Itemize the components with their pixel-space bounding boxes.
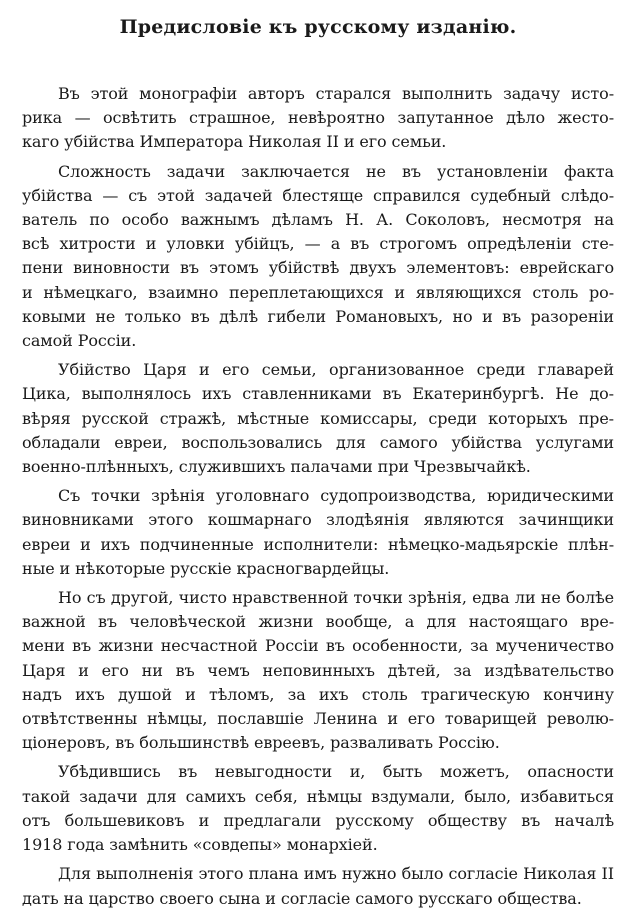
text-line: ковыми не только въ дѣлѣ гибели Романовыхъ, но и въ разореніи (22, 306, 614, 326)
text-line: рика — освѣтить страшное, невѣроятно запутанное дѣло жесто- (22, 108, 614, 128)
paragraph (22, 82, 614, 155)
text-line: Но съ другой, чисто нравственной точки зрѣнія, едва ли не болѣе (58, 588, 614, 608)
text-line: Въ этой монографіи авторъ старался выполнить задачу исто- (58, 84, 614, 103)
text-line: Сложность задачи заключается не въ установленіи факта (58, 161, 614, 181)
text-line: надъ ихъ душой и тѣломъ, за ихъ столь трагическую кончину (22, 684, 614, 704)
text-line: Для выполненія этого плана имъ нужно было согласіе Николая II (58, 864, 614, 884)
text-line: дать на царство своего сына и согласіе самого русскаго общества. (22, 888, 582, 908)
text-line: каго убійства Императора Николая II и его семьи. (22, 132, 447, 152)
text-line: военно-плѣнныхъ, служившихъ палачами при Чрезвычайкѣ. (22, 457, 531, 477)
text-line: Царя и его ни въ чемъ неповинныхъ дѣтей, за издѣвательство (22, 660, 614, 680)
text-line: обладали евреи, воспользовались для самого убійства услугами (22, 432, 614, 452)
text-line: самой Россіи. (22, 331, 137, 351)
text-line: Съ точки зрѣнія уголовнаго судопроизводства, юридическими (58, 486, 614, 506)
text-line: убійства — съ этой задачей блестяще справился судебный слѣдо- (22, 185, 614, 205)
text-line: ватель по особо важнымъ дѣламъ Н. А. Соколовъ, несмотря на (22, 210, 614, 230)
paragraph (22, 586, 614, 755)
text-line: Убійство Царя и его семьи, организованное среди главарей (58, 360, 614, 380)
paragraph (22, 358, 614, 479)
text-line: ные и нѣкоторые русскіе красногвардейцы. (22, 558, 390, 578)
text-line: важной въ человѣческой жизни вообще, а для настоящаго вре- (22, 612, 614, 632)
paragraph (22, 862, 614, 910)
text-line: виновниками этого кошмарнаго злодѣянія являются зачинщики (22, 510, 614, 530)
text-line: пени виновности въ этомъ убійствѣ двухъ элементовъ: еврейскаго (22, 258, 614, 278)
paragraph (22, 760, 614, 857)
text-line: и нѣмецкаго, взаимно переплетающихся и являющихся столь ро- (22, 282, 614, 302)
text-line: евреи и ихъ подчиненные исполнители: нѣмецко-мадьярскіе плѣн- (22, 534, 614, 554)
text-line: Цика, выполнялось ихъ ставленниками въ Екатеринбургѣ. Не до- (22, 384, 614, 404)
text-line: отвѣтственны нѣмцы, пославшіе Ленина и его товарищей револю- (22, 709, 614, 729)
page-title: Предисловіе къ русскому изданію. (119, 16, 517, 38)
text-line: всѣ хитрости и уловки убійцъ, — а въ строгомъ опредѣленіи сте- (22, 234, 614, 254)
paragraph (22, 160, 614, 354)
text-line: мени въ жизни несчастной Россіи въ особенности, за мученичество (22, 636, 614, 656)
text-line: отъ большевиковъ и предлагали русскому обществу въ началѣ (22, 810, 614, 830)
document-body (22, 82, 614, 911)
paragraph (22, 484, 614, 581)
text-line: вѣряя русской стражѣ, мѣстные комиссары, среди которыхъ пре- (22, 408, 614, 428)
text-line: 1918 года замѣнить «совдепы» монархіей. (22, 835, 378, 855)
text-line: такой задачи для самихъ себя, нѣмцы вздумали, было, избавиться (22, 786, 614, 806)
text-line: Убѣдившись въ невыгодности и, быть можетъ, опасности (58, 762, 614, 782)
text-line: ціонеровъ, въ большинствѣ евреевъ, разваливать Россію. (22, 733, 500, 753)
